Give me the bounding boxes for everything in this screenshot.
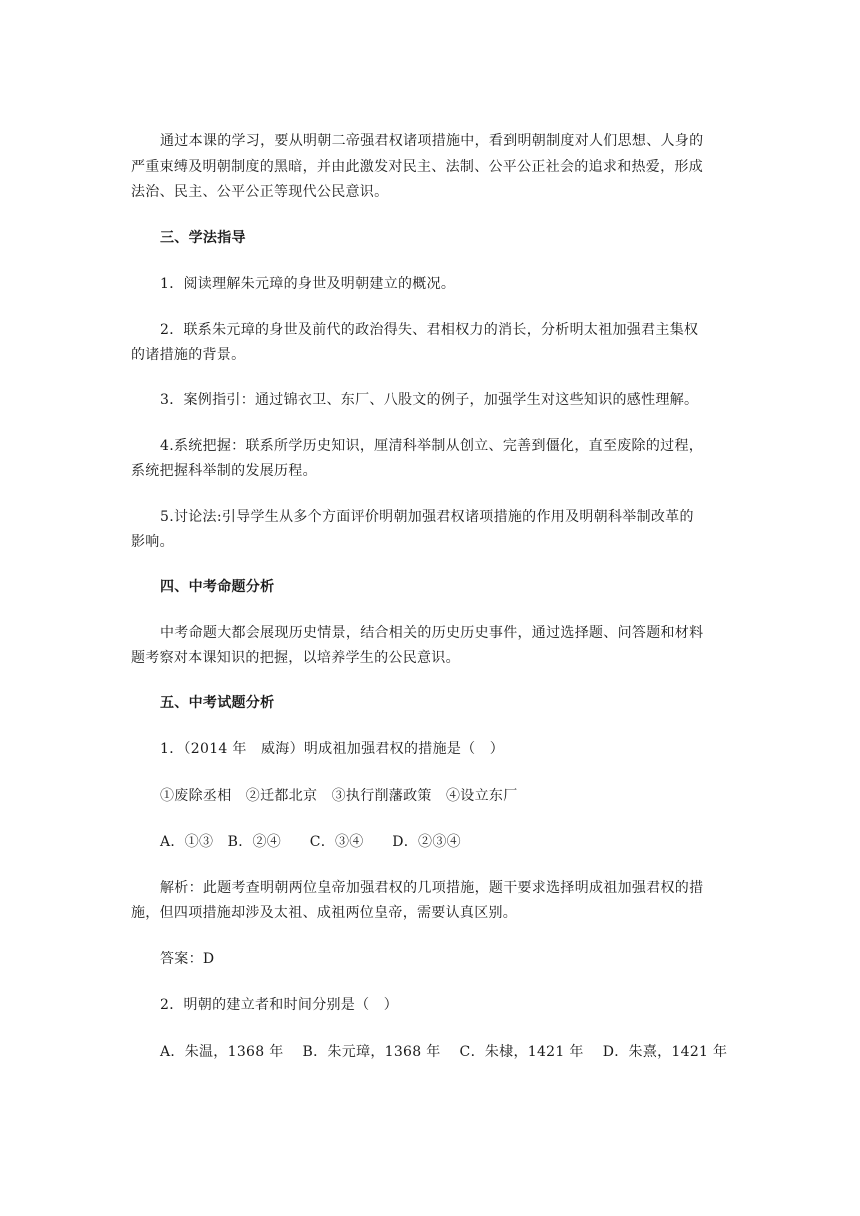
section-heading-exam-questions: 五、中考试题分析 (160, 695, 275, 711)
exam-analysis-line-2: 题考察对本课知识的把握，以培养学生的公民意识。 (131, 650, 460, 666)
question-1-answer: 答案：D (160, 951, 215, 967)
intro-line-1: 通过本课的学习，要从明朝二帝强君权诸项措施中，看到明朝制度对人们思想、人身的 (160, 133, 704, 149)
intro-line-3: 法治、民主、公平公正等现代公民意识。 (131, 184, 389, 200)
question-2: 2．明朝的建立者和时间分别是（ ） (160, 997, 399, 1013)
study-method-item-2-line-1: 2．联系朱元璋的身世及前代的政治得失、君相权力的消长，分析明太祖加强君主集权 (160, 322, 699, 338)
question-1-options: A．①③ B．②④ C．③④ D．②③④ (160, 834, 461, 850)
section-heading-exam-analysis: 四、中考命题分析 (160, 579, 275, 595)
study-method-item-5-line-1: 5.讨论法:引导学生从多个方面评价明朝加强君权诸项措施的作用及明朝科举制改革的 (160, 509, 694, 525)
exam-analysis-line-1: 中考命题大都会展现历史情景，结合相关的历史历史事件，通过选择题、问答题和材料 (160, 625, 704, 641)
study-method-item-4-line-1: 4.系统把握：联系所学历史知识，厘清科举制从创立、完善到僵化，直至废除的过程， (160, 438, 704, 454)
question-1-analysis-line-2: 施，但四项措施却涉及太祖、成祖两位皇帝，需要认真区别。 (131, 905, 518, 921)
intro-line-2: 严重束缚及明朝制度的黑暗，并由此激发对民主、法制、公平公正社会的追求和热爱，形成 (131, 159, 703, 175)
study-method-item-5-line-2: 影响。 (131, 534, 174, 550)
question-1-items: ①废除丞相 ②迁都北京 ③执行削藩政策 ④设立东厂 (160, 788, 518, 804)
question-1-analysis-line-1: 解析：此题考查明朝两位皇帝加强君权的几项措施，题干要求选择明成祖加强君权的措 (160, 880, 704, 896)
question-1: 1．（2014 年 威海）明成祖加强君权的措施是（ ） (160, 741, 505, 757)
study-method-item-2-line-2: 的诸措施的背景。 (131, 347, 246, 363)
section-heading-study-method: 三、学法指导 (160, 230, 246, 246)
study-method-item-1: 1．阅读理解朱元璋的身世及明朝建立的概况。 (160, 276, 456, 292)
question-2-options: A．朱温，1368 年 B．朱元璋，1368 年 C．朱棣，1421 年 D．朱熹，1421 年 (160, 1044, 728, 1060)
study-method-item-3: 3．案例指引：通过锦衣卫、东厂、八股文的例子，加强学生对这些知识的感性理解。 (160, 392, 699, 408)
study-method-item-4-line-2: 系统把握科举制的发展历程。 (131, 463, 317, 479)
